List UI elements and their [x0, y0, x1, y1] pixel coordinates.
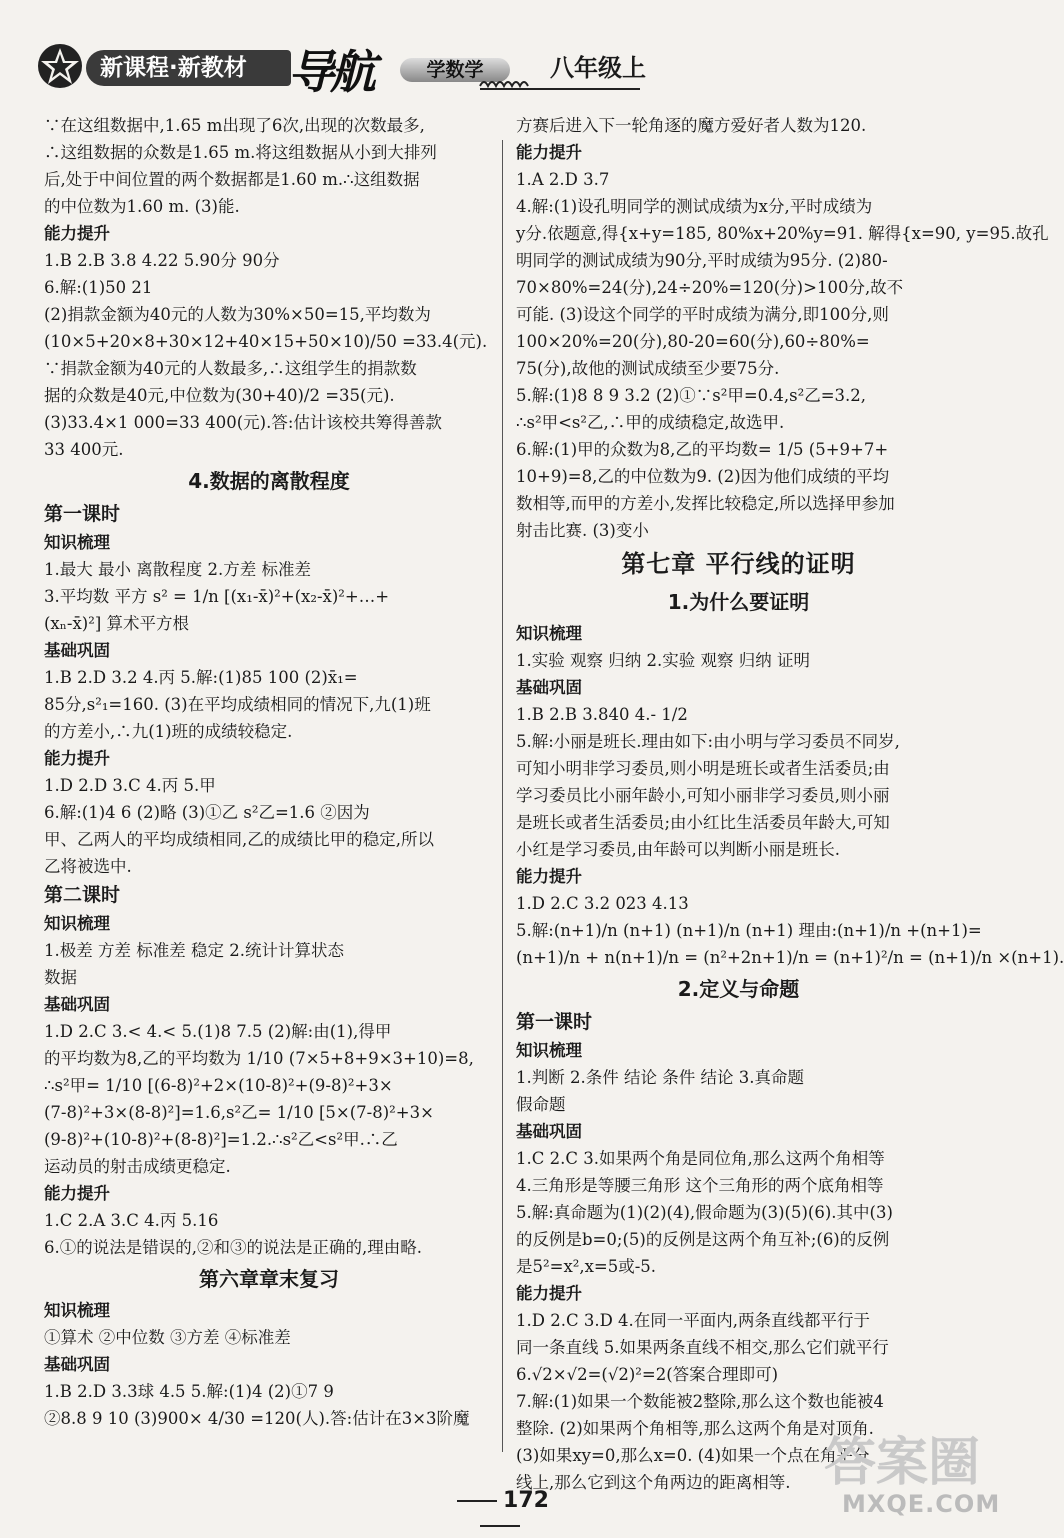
grade-label: 八年级上	[550, 54, 646, 82]
answer-line: 1.实验 观察 归纳 2.实验 观察 归纳 证明	[516, 651, 810, 670]
answer-line: 4.解:(1)设孔明同学的测试成绩为x分,平时成绩为	[516, 197, 873, 216]
answer-line: 的反例是b=0;(5)的反例是这两个角互补;(6)的反例	[516, 1230, 890, 1249]
answer-line: 整除. (2)如果两个角相等,那么这两个角是对顶角.	[516, 1419, 874, 1438]
answer-line: (10×5+20×8+30×12+40×15+50×10)/50 =33.4(元).	[44, 332, 488, 351]
answer-line: 线上,那么它到这个角两边的距离相等.	[516, 1473, 791, 1492]
answer-line: 1.最大 最小 离散程度 2.方差 标准差	[44, 560, 311, 579]
answer-line: (3)如果xy=0,那么x=0. (4)如果一个点在角平分	[516, 1446, 870, 1465]
answer-line: 可知小明非学习委员,则小明是班长或者生活委员;由	[516, 759, 890, 778]
answer-line: 6.解:(1)甲的众数为8,乙的平均数= 1/5 (5+9+7+	[516, 440, 889, 459]
answer-line: 7.解:(1)如果一个数能被2整除,那么这个数也能被4	[516, 1392, 884, 1411]
answer-line: 5.解:小丽是班长.理由如下:由小明与学习委员不同岁,	[516, 732, 900, 751]
left-column	[44, 112, 494, 1432]
answer-line: 1.极差 方差 标准差 稳定 2.统计计算状态	[44, 941, 344, 960]
answer-line: 1.C 2.A 3.C 4.丙 5.16	[44, 1211, 219, 1230]
answer-line: 假命题	[516, 1095, 566, 1114]
head-heading: 能力提升	[44, 224, 110, 243]
answer-line: 75(分),故他的测试成绩至少要75分.	[516, 359, 780, 378]
head-heading: 基础巩固	[516, 678, 582, 697]
answer-line: 可能. (3)设这个同学的平时成绩为满分,即100分,则	[516, 305, 889, 324]
series-banner: 新课程·新教材	[86, 50, 291, 86]
answer-line: 同一条直线 5.如果两条直线不相交,那么它们就平行	[516, 1338, 889, 1357]
answer-line: 1.D 2.C 3.D 4.在同一平面内,两条直线都平行于	[516, 1311, 871, 1330]
answer-line: 射击比赛. (3)变小	[516, 521, 649, 540]
answer-line: ①算术 ②中位数 ③方差 ④标准差	[44, 1328, 291, 1347]
answer-line: 4.三角形是等腰三角形 这个三角形的两个底角相等	[516, 1176, 884, 1195]
section-heading: 2.定义与命题	[677, 977, 800, 1001]
answer-line: (2)捐款金额为40元的人数为30%×50=15,平均数为	[44, 305, 431, 324]
watermark-logo: 答案圈	[824, 1433, 981, 1493]
head-heading: 基础巩固	[44, 1355, 110, 1374]
subject-label: 学数学	[400, 58, 510, 82]
head-heading: 知识梳理	[44, 914, 110, 933]
answer-line: (3)33.4×1 000=33 400(元).答:估计该校共筹得善款	[44, 413, 442, 432]
answer-line: 70×80%=24(分),24÷20%=120(分)>100分,故不	[516, 278, 904, 297]
footer-rule-right	[480, 1525, 520, 1527]
right-column	[516, 112, 1064, 1496]
answer-line: (xₙ-x̄)²] 算术平方根	[44, 614, 189, 633]
answer-line: 5.解:真命题为(1)(2)(4),假命题为(3)(5)(6).其中(3)	[516, 1203, 893, 1222]
head-heading: 知识梳理	[44, 533, 110, 552]
answer-line: 乙将被选中.	[44, 857, 132, 876]
answer-line: ∵捐款金额为40元的人数最多,∴这组学生的捐款数	[44, 359, 417, 378]
answer-line: 5.解:(1)8 8 9 3.2 (2)①∵s²甲=0.4,s²乙=3.2,	[516, 386, 867, 405]
answer-line: 1.D 2.C 3.2 023 4.13	[516, 894, 689, 913]
answer-line: ∵在这组数据中,1.65 m出现了6次,出现的次数最多,	[44, 116, 425, 135]
answer-line: 1.D 2.C 3.< 4.< 5.(1)8 7.5 (2)解:由(1),得甲	[44, 1022, 392, 1041]
section-heading: 4.数据的离散程度	[188, 469, 350, 493]
head-heading: 知识梳理	[516, 624, 582, 643]
answer-line: 1.D 2.D 3.C 4.丙 5.甲	[44, 776, 216, 795]
answer-line: y分.依题意,得{x+y=185, 80%x+20%y=91. 解得{x=90, y=95.故孔	[516, 224, 1049, 243]
head-heading: 基础巩固	[44, 995, 110, 1014]
head-heading: 知识梳理	[44, 1301, 110, 1320]
chapter-heading: 第七章 平行线的证明	[621, 550, 856, 578]
answer-line: 1.B 2.B 3.8 4.22 5.90分 90分	[44, 251, 280, 270]
answer-line: 1.B 2.D 3.2 4.丙 5.解:(1)85 100 (2)x̄₁=	[44, 668, 358, 687]
answer-line: 85分,s²₁=160. (3)在平均成绩相同的情况下,九(1)班	[44, 695, 431, 714]
head-heading: 基础巩固	[516, 1122, 582, 1141]
answer-line: (7-8)²+3×(8-8)²]=1.6,s²乙= 1/10 [5×(7-8)²+3×	[44, 1103, 434, 1122]
section-heading: 1.为什么要证明	[667, 590, 810, 614]
answer-line: 甲、乙两人的平均成绩相同,乙的成绩比甲的稳定,所以	[44, 830, 434, 849]
page-header	[30, 38, 730, 104]
answer-line: 据的众数是40元,中位数为(30+40)/2 =35(元).	[44, 386, 395, 405]
answer-line: 1.B 2.D 3.3球 4.5 5.解:(1)4 (2)①7 9	[44, 1382, 334, 1401]
answer-line: 数据	[44, 968, 77, 987]
answer-line: 是5²=x²,x=5或-5.	[516, 1257, 657, 1276]
answer-line: 小红是学习委员,由年龄可以判断小丽是班长.	[516, 840, 840, 859]
answer-line: 6.解:(1)50 21	[44, 278, 153, 297]
head-heading: 基础巩固	[44, 641, 110, 660]
answer-line: 的中位数为1.60 m. (3)能.	[44, 197, 240, 216]
answer-line: 6.①的说法是错误的,②和③的说法是正确的,理由略.	[44, 1238, 422, 1257]
answer-line: 方赛后进入下一轮角逐的魔方爱好者人数为120.	[516, 116, 867, 135]
head-heading: 能力提升	[516, 143, 582, 162]
footer-rule-left	[457, 1500, 497, 1502]
answer-line: ∴这组数据的众数是1.65 m.将这组数据从小到大排列	[44, 143, 437, 162]
head-heading: 能力提升	[44, 749, 110, 768]
answer-line: 3.平均数 平方 s² = 1/n [(x₁-x̄)²+(x₂-x̄)²+…+	[44, 587, 390, 606]
answer-line: 1.A 2.D 3.7	[516, 170, 610, 189]
lesson-heading: 第一课时	[516, 1011, 593, 1033]
section-heading: 第六章章末复习	[199, 1267, 339, 1291]
answer-line: 1.B 2.B 3.840 4.- 1/2	[516, 705, 688, 724]
answer-line: 33 400元.	[44, 440, 124, 459]
head-heading: 能力提升	[44, 1184, 110, 1203]
answer-line: ∴s²甲= 1/10 [(6-8)²+2×(10-8)²+(9-8)²+3×	[44, 1076, 393, 1095]
header-rule	[480, 88, 640, 90]
head-heading: 知识梳理	[516, 1041, 582, 1060]
answer-line: 10+9)=8,乙的中位数为9. (2)因为他们成绩的平均	[516, 467, 890, 486]
answer-line: 1.判断 2.条件 结论 条件 结论 3.真命题	[516, 1068, 804, 1087]
answer-line: 5.解:(n+1)/n (n+1) (n+1)/n (n+1) 理由:(n+1)/n +(n+1)=	[516, 921, 982, 940]
answer-line: 的方差小,∴九(1)班的成绩较稳定.	[44, 722, 293, 741]
answer-line: ∴s²甲<s²乙,∴甲的成绩稳定,故选甲.	[516, 413, 785, 432]
answer-line: 明同学的测试成绩为90分,平时成绩为95分. (2)80-	[516, 251, 888, 270]
page-number	[430, 1488, 570, 1538]
star-icon	[36, 42, 84, 90]
answer-line: 数相等,而甲的方差小,发挥比较稳定,所以选择甲参加	[516, 494, 895, 513]
head-heading: 能力提升	[516, 1284, 582, 1303]
head-heading: 能力提升	[516, 867, 582, 886]
answer-line: (n+1)/n + n(n+1)/n = (n²+2n+1)/n = (n+1)²/n = (n+1)/n ×(n+1).	[516, 948, 1064, 967]
answer-line: 1.C 2.C 3.如果两个角是同位角,那么这两个角相等	[516, 1149, 885, 1168]
logo: 导航	[288, 45, 372, 99]
page-number-text: 172	[503, 1488, 549, 1513]
answer-line: 后,处于中间位置的两个数据都是1.60 m.∴这组数据	[44, 170, 420, 189]
answer-line: 6.√2×√2=(√2)²=2(答案合理即可)	[516, 1365, 779, 1384]
answer-line: 的平均数为8,乙的平均数为 1/10 (7×5+8+9×3+10)=8,	[44, 1049, 474, 1068]
answer-line: 100×20%=20(分),80-20=60(分),60÷80%=	[516, 332, 870, 351]
lesson-heading: 第二课时	[44, 884, 121, 906]
watermark-url: MXQE.COM	[842, 1490, 1001, 1518]
answer-line: 是班长或者生活委员;由小红比生活委员年龄大,可知	[516, 813, 890, 832]
answer-line: 6.解:(1)4 6 (2)略 (3)①乙 s²乙=1.6 ②因为	[44, 803, 370, 822]
answer-line: 学习委员比小丽年龄小,可知小丽非学习委员,则小丽	[516, 786, 890, 805]
answer-line: (9-8)²+(10-8)²+(8-8)²]=1.2.∴s²乙<s²甲.∴乙	[44, 1130, 398, 1149]
lesson-heading: 第一课时	[44, 503, 121, 525]
answer-line: ②8.8 9 10 (3)900× 4/30 =120(人).答:估计在3×3阶魔	[44, 1409, 470, 1428]
column-divider	[502, 140, 503, 1452]
answer-line: 运动员的射击成绩更稳定.	[44, 1157, 231, 1176]
